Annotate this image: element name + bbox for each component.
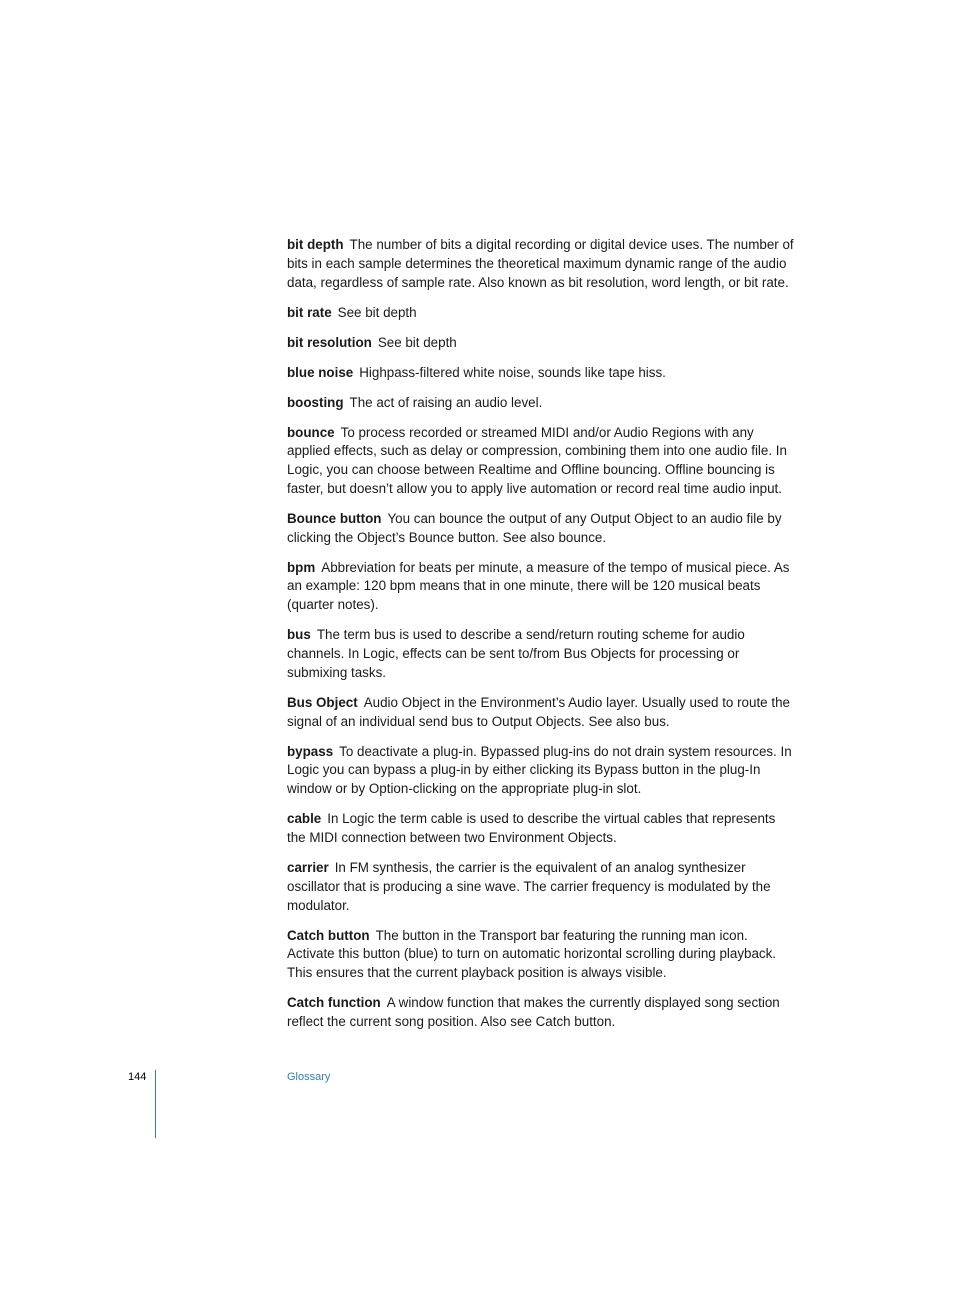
glossary-definition: A window function that makes the currently displayed song section reflect the current song position. Also see Catch button. — [287, 995, 780, 1029]
glossary-term: bounce — [287, 424, 335, 440]
glossary-entry-bypass — [287, 743, 797, 799]
glossary-definition: To deactivate a plug-in. Bypassed plug-ins do not drain system resources. In Logic you can bypass a plug-in by either clicking its Bypass button in the plug-In window or by Option-clicking on the appropriate plug-in slot. — [287, 743, 792, 797]
glossary-term: Catch button — [287, 927, 370, 943]
glossary-entry-bounce-button — [287, 510, 797, 548]
glossary-definition: The term bus is used to describe a send/return routing scheme for audio channels. In Logic, effects can be sent to/from Bus Objects for processing or submixing tasks. — [287, 627, 745, 680]
glossary-definition: The act of raising an audio level. — [349, 394, 543, 410]
glossary-definition: To process recorded or streamed MIDI and/or Audio Regions with any applied effects, such as delay or compression, combining them into one audio file. In Logic, you can choose between Realtime and Offline bouncing. Offline bouncing is faster, but doesn’t allow you to apply live automation or record real time audio input. — [287, 424, 787, 496]
glossary-definition: In Logic the term cable is used to describe the virtual cables that represents the MIDI connection between two Environment Objects. — [287, 811, 776, 845]
glossary-term: Bounce button — [287, 510, 382, 526]
glossary-entry-bpm — [287, 559, 797, 615]
glossary-term: bus — [287, 627, 311, 643]
glossary-term: carrier — [287, 859, 329, 875]
glossary-entry-blue-noise — [287, 364, 797, 383]
glossary-term: cable — [287, 811, 322, 827]
glossary-entry-bit-resolution — [287, 334, 797, 353]
glossary-term: blue noise — [287, 364, 354, 380]
glossary-term: bit depth — [287, 237, 344, 252]
glossary-entry-bus-object — [287, 694, 797, 732]
glossary-term: bpm — [287, 559, 316, 575]
glossary-entry-cable — [287, 810, 797, 848]
glossary-content — [287, 236, 797, 1043]
glossary-term: bit resolution — [287, 334, 372, 350]
glossary-definition: In FM synthesis, the carrier is the equivalent of an analog synthesizer oscillator that is producing a sine wave. The carrier frequency is modulated by the modulator. — [287, 859, 771, 913]
section-link-glossary[interactable]: Glossary — [287, 1071, 331, 1083]
glossary-definition: See bit depth — [377, 334, 457, 350]
glossary-entry-catch-button — [287, 927, 797, 983]
glossary-entry-boosting — [287, 394, 797, 413]
glossary-term: Catch function — [287, 995, 381, 1011]
glossary-term: bypass — [287, 743, 334, 759]
glossary-term: Bus Object — [287, 694, 358, 710]
glossary-entry-carrier — [287, 859, 797, 915]
glossary-definition: Abbreviation for beats per minute, a measure of the tempo of musical piece. As an example: 120 bpm means that in one minute, there will be 120 musical beats (quarter notes). — [287, 559, 790, 613]
glossary-definition: The number of bits a digital recording or digital device uses. The number of bits in each sample determines the theoretical maximum dynamic range of the audio data, regardless of sample rate. Also known as bit resolution, word length, or bit rate. — [287, 237, 794, 290]
glossary-definition: See bit depth — [337, 304, 417, 320]
glossary-definition: Highpass-filtered white noise, sounds like tape hiss. — [359, 364, 666, 380]
glossary-definition: Audio Object in the Environment’s Audio layer. Usually used to route the signal of an individual send bus to Output Objects. See also bus. — [287, 694, 790, 729]
glossary-definition: The button in the Transport bar featuring the running man icon. Activate this button (blue) to turn on automatic horizontal scrolling during playback. This ensures that the current playback position is always visible. — [287, 927, 777, 981]
glossary-definition: You can bounce the output of any Output Object to an audio file by clicking the Object’s Bounce button. See also bounce. — [287, 510, 782, 545]
glossary-entry-bounce — [287, 424, 797, 499]
glossary-term: boosting — [287, 394, 344, 410]
glossary-entry-bit-depth — [287, 236, 797, 292]
footer-divider — [155, 1070, 156, 1138]
glossary-entry-catch-function — [287, 994, 797, 1032]
glossary-term: bit rate — [287, 304, 332, 320]
page-number: 144 — [128, 1071, 147, 1083]
glossary-entry-bus — [287, 626, 797, 682]
glossary-entry-bit-rate — [287, 304, 797, 323]
